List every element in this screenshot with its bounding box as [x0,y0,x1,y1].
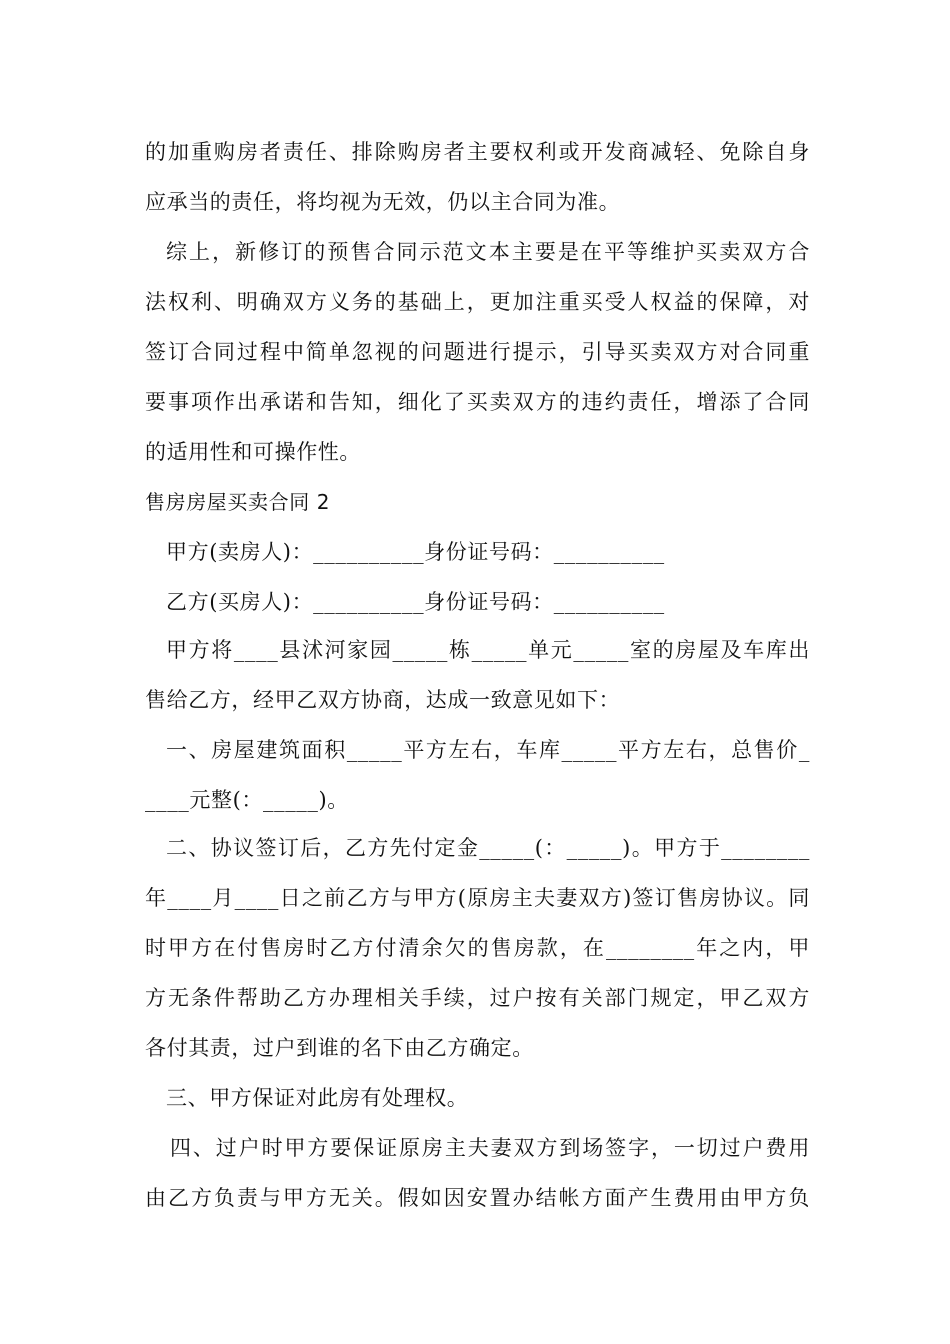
paragraph-line: 要事项作出承诺和告知，细化了买卖双方的违约责任，增添了合同 [145,390,810,414]
paragraph-line: 的加重购房者责任、排除购房者主要权利或开发商减轻、免除自身 [145,140,810,164]
clause-line: 三、甲方保证对此房有处理权。 [166,1086,469,1110]
clause-line: 年____月____日之前乙方与甲方(原房主夫妻双方)签订售房协议。同 [145,886,810,910]
clause-line: 四、过户时甲方要保证原房主夫妻双方到场签字，一切过户费用 [170,1136,810,1160]
paragraph-line: 的适用性和可操作性。 [145,440,361,464]
paragraph-line: 应承当的责任，将均视为无效，仍以主合同为准。 [145,190,621,214]
seller-line: 甲方(卖房人)：__________身份证号码：__________ [166,540,665,564]
clause-line: 各付其责，过户到谁的名下由乙方确定。 [145,1036,534,1060]
clause-line: 二、协议签订后，乙方先付定金_____(：_____)。甲方于________ [166,836,810,860]
clause-line: ____元整(：_____)。 [145,788,349,812]
paragraph-line: 法权利、明确双方义务的基础上，更加注重买受人权益的保障，对 [145,290,810,314]
clause-line: 方无条件帮助乙方办理相关手续，过户按有关部门规定，甲乙双方 [145,986,810,1010]
paragraph-line: 售给乙方，经甲乙双方协商，达成一致意见如下： [145,688,621,712]
clause-line: 一、房屋建筑面积_____平方左右，车库_____平方左右，总售价_ [166,738,810,762]
clause-line: 由乙方负责与甲方无关。假如因安置办结帐方面产生费用由甲方负 [145,1186,810,1210]
clause-line: 时甲方在付售房时乙方付清余欠的售房款，在________年之内，甲 [145,936,810,960]
paragraph-line: 签订合同过程中简单忽视的问题进行提示，引导买卖双方对合同重 [145,340,810,364]
section-title: 售房房屋买卖合同 2 [145,490,331,514]
buyer-line: 乙方(买房人)：__________身份证号码：__________ [166,590,665,614]
paragraph-line: 综上，新修订的预售合同示范文本主要是在平等维护买卖双方合 [166,240,810,264]
paragraph-line: 甲方将____县沭河家园_____栋_____单元_____室的房屋及车库出 [166,638,810,662]
